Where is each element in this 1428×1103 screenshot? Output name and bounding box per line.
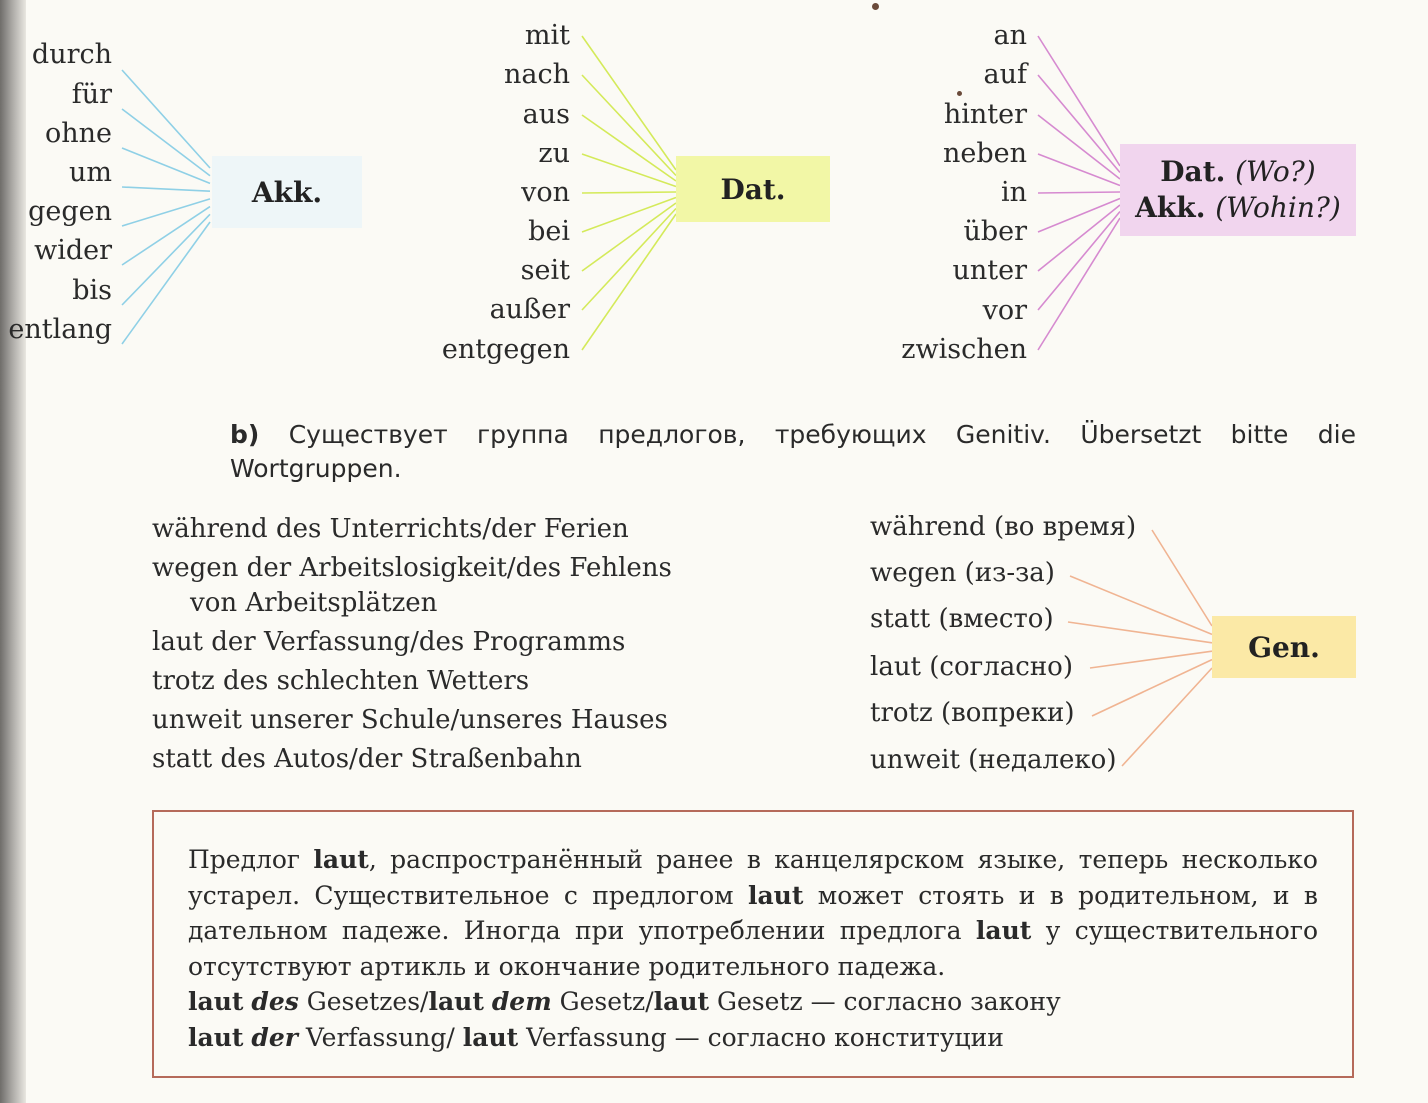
gen-preposition: unweit (недалеко) [870, 745, 1117, 775]
dat-akk-case-box [1120, 144, 1356, 236]
laut-example-1 [188, 984, 1318, 1020]
dat-preposition: seit [520, 255, 570, 286]
dat-preposition: mit [524, 20, 570, 51]
example-text: Gesetz/ [551, 987, 654, 1016]
connector-line [1152, 530, 1212, 626]
example-text: Verfassung/ [297, 1022, 463, 1052]
example-keyword: laut [428, 987, 484, 1016]
connector-line [122, 199, 210, 226]
dat-akk-preposition: auf [983, 59, 1027, 90]
connector-line [582, 36, 676, 170]
example-article: des [251, 987, 299, 1016]
akk-preposition: bis [72, 275, 112, 306]
example-keyword: laut [462, 1022, 519, 1052]
gen-preposition: wegen (из-за) [870, 558, 1055, 588]
gen-case-label: Gen. [1248, 630, 1320, 664]
genitive-phrase: unweit unserer Schule/unseres Hauses [152, 705, 668, 735]
connector-line [582, 214, 676, 350]
connector-line [122, 207, 210, 265]
section-b-marker: b) [230, 420, 260, 449]
genitive-phrase: während des Unterrichts/der Ferien [152, 514, 629, 544]
note-keyword: laut [313, 845, 369, 874]
connector-line [122, 214, 210, 305]
akk-preposition: ohne [44, 118, 112, 149]
dat-preposition: zu [538, 138, 570, 169]
example-text: Gesetz — согласно закону [709, 987, 1061, 1016]
note-keyword: laut [747, 880, 804, 910]
connector-line [582, 203, 676, 271]
note-text: может стоять и в родительном, и в дательном падеже. Иногда при употреблении предлога [188, 880, 1318, 945]
connector-line [1038, 192, 1120, 193]
dat-akk-preposition: vor [982, 295, 1027, 326]
gen-preposition: trotz (вопреки) [870, 698, 1075, 728]
dat-akk-preposition: hinter [943, 99, 1027, 130]
connector-line [582, 198, 676, 233]
genitive-phrase: laut der Verfassung/des Programms [152, 627, 626, 657]
connector-line [122, 222, 210, 344]
example-keyword: laut [188, 987, 244, 1016]
section-b-instruction [230, 418, 1356, 486]
dat-akk-preposition: in [1000, 177, 1027, 208]
dat-preposition: bei [528, 216, 570, 247]
akk-preposition: für [71, 79, 112, 110]
gen-case-box [1212, 616, 1356, 678]
dat-preposition: außer [489, 294, 570, 325]
laut-note-box [152, 810, 1354, 1078]
genitive-phrase-continuation: von Arbeitsplätzen [190, 588, 438, 618]
gen-preposition: statt (вместо) [870, 604, 1054, 634]
dat-case-box [676, 156, 830, 222]
gen-preposition: laut (согласно) [870, 652, 1073, 682]
genitive-phrase: trotz des schlechten Wetters [152, 666, 530, 696]
genitive-phrase: wegen der Arbeitslosigkeit/des Fehlens [152, 553, 672, 583]
akk-preposition: durch [31, 39, 112, 70]
connector-line [582, 209, 676, 311]
dat-akk-preposition: neben [942, 138, 1027, 169]
dat-akk-preposition: unter [952, 255, 1027, 286]
akk-preposition: wider [34, 235, 112, 266]
connector-line [122, 187, 210, 191]
example-text: Verfassung — согласно конституции [518, 1022, 1004, 1052]
dat-akk-preposition: über [963, 216, 1027, 247]
example-article: der [251, 1022, 298, 1052]
akk-preposition: um [69, 157, 112, 188]
gen-preposition: während (во время) [870, 512, 1137, 542]
genitive-phrase: statt des Autos/der Straßenbahn [152, 744, 582, 774]
dat-case-label: Dat. [720, 172, 786, 206]
note-text: Предлог [188, 845, 314, 874]
note-text: , распространённый ранее в канцелярском языке, теперь несколько устарел. Существительное с предлогом [188, 845, 1318, 910]
laut-example-2 [188, 1020, 1318, 1056]
akk-wohin-line [1135, 190, 1341, 226]
note-text: у существительного отсутствуют артикль и окончание родительного падежа. [188, 916, 1318, 981]
laut-note-paragraph [188, 842, 1318, 984]
dat-akk-dat-label: Dat. [1160, 155, 1226, 188]
dat-akk-preposition: an [993, 20, 1027, 51]
example-article: dem [491, 987, 552, 1016]
akk-connector-lines [122, 70, 210, 344]
example-text: Gesetzes/ [298, 987, 429, 1016]
dat-akk-akk-label: Akk. [1135, 191, 1206, 224]
akk-case-box [212, 156, 362, 228]
genitive-phrase-list [152, 510, 712, 779]
connector-line [1090, 651, 1212, 668]
note-keyword: laut [975, 916, 1032, 945]
akk-preposition: gegen [28, 196, 112, 227]
connector-line [1122, 668, 1212, 766]
dat-akk-wohin-question: (Wohin?) [1215, 191, 1341, 224]
dat-akk-connector-lines [1038, 36, 1120, 350]
section-b-text: Существует группа предлогов, требующих Genitiv. Übersetzt bitte die Wortgruppen. [230, 420, 1356, 483]
dat-wo-line [1160, 154, 1315, 190]
dat-preposition: aus [522, 99, 570, 130]
example-keyword: laut [653, 987, 710, 1016]
dat-akk-wo-question: (Wo?) [1235, 155, 1316, 188]
dat-preposition: nach [504, 59, 570, 90]
dat-preposition: von [521, 177, 570, 208]
dat-connector-lines [582, 36, 676, 350]
example-keyword: laut [188, 1022, 244, 1052]
akk-preposition: entlang [8, 314, 112, 345]
dat-preposition: entgegen [441, 334, 570, 365]
dat-akk-preposition: zwischen [901, 334, 1027, 365]
connector-line [582, 192, 676, 193]
akk-case-label: Akk. [251, 175, 323, 209]
gen-connector-lines [1068, 530, 1212, 766]
